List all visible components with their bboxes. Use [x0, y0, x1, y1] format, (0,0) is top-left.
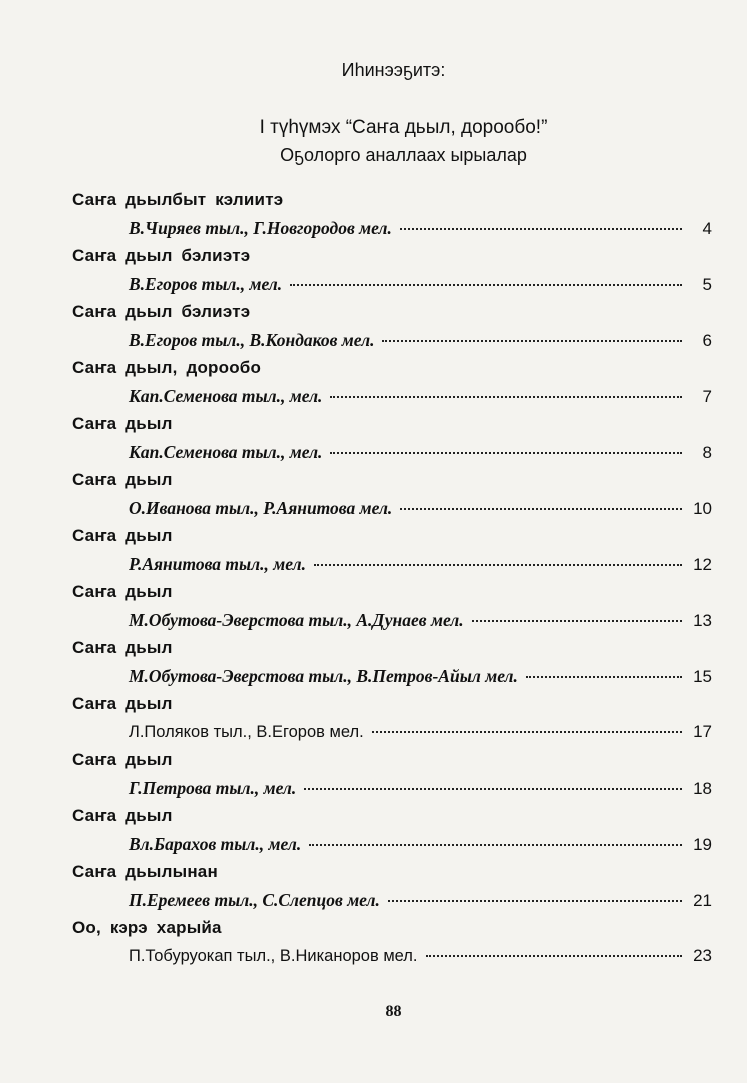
page-ref: 18: [693, 779, 712, 798]
song-title: Саҥа дьыл: [72, 750, 173, 769]
song-credits: П.Тобуруокап тыл., В.Никаноров мел.: [129, 947, 418, 965]
dot-leader: [526, 676, 682, 678]
section-heading: I түһүмэх “Саҥа дьыл, дорообо!”: [259, 117, 548, 138]
song-title: Саҥа дьыл бэлиэтэ: [72, 302, 251, 321]
toc-entry: [72, 582, 712, 638]
song-credits: В.Чиряев тыл., Г.Новгородов мел.: [129, 218, 392, 238]
page-ref: 17: [693, 722, 712, 741]
credit-line: [129, 722, 712, 742]
toc-entry: [72, 750, 712, 806]
page-ref: 5: [702, 275, 712, 294]
credit-line: [129, 274, 712, 295]
dot-leader: [426, 955, 682, 957]
song-credits: Вл.Барахов тыл., мел.: [129, 834, 302, 854]
dot-leader: [472, 620, 682, 622]
dot-leader: [309, 844, 682, 846]
credit-line: [129, 946, 712, 966]
page-ref: 7: [702, 387, 712, 406]
credit-line: [129, 554, 712, 575]
toc-entry: [72, 302, 712, 358]
song-title: Саҥа дьыл: [72, 470, 173, 489]
table-of-contents: [72, 190, 712, 974]
page-ref: 12: [693, 555, 712, 574]
toc-entry: [72, 862, 712, 918]
page-ref: 6: [702, 331, 712, 350]
dot-leader: [290, 284, 682, 286]
song-title: Саҥа дьыл: [72, 414, 173, 433]
dot-leader: [382, 340, 682, 342]
credit-line: [129, 330, 712, 351]
page-ref: 8: [702, 443, 712, 462]
toc-entry: [72, 470, 712, 526]
credit-line: [129, 218, 712, 239]
section-subheading: Оҕолорго аналлаах ырыалар: [280, 145, 527, 165]
dot-leader: [388, 900, 682, 902]
song-credits: Г.Петрова тыл., мел.: [129, 778, 297, 798]
toc-entry: [72, 246, 712, 302]
song-credits: В.Егоров тыл., В.Кондаков мел.: [129, 330, 375, 350]
song-credits: О.Иванова тыл., Р.Аянитова мел.: [129, 498, 393, 518]
song-title: Саҥа дьылбыт кэлиитэ: [72, 190, 284, 209]
toc-entry: [72, 638, 712, 694]
song-credits: П.Еремеев тыл., С.Слепцов мел.: [129, 890, 380, 910]
song-title: Саҥа дьыл: [72, 694, 173, 713]
contents-heading: Иһинээҕитэ:: [341, 60, 446, 80]
song-title: Оо, кэрэ харыйа: [72, 918, 222, 937]
song-title: Саҥа дьыл: [72, 638, 173, 657]
song-title: Саҥа дьыл: [72, 806, 173, 825]
song-credits: Р.Аянитова тыл., мел.: [129, 554, 306, 574]
page-ref: 13: [693, 611, 712, 630]
song-credits: Л.Поляков тыл., В.Егоров мел.: [129, 723, 364, 741]
credit-line: [129, 666, 712, 687]
toc-entry: [72, 806, 712, 862]
credit-line: [129, 386, 712, 407]
dot-leader: [372, 731, 682, 733]
toc-entry: [72, 526, 712, 582]
song-title: Саҥа дьыл, дорообо: [72, 358, 262, 377]
song-title: Саҥа дьыл бэлиэтэ: [72, 246, 251, 265]
song-credits: В.Егоров тыл., мел.: [129, 274, 283, 294]
song-credits: Кап.Семенова тыл., мел.: [129, 386, 323, 406]
song-credits: М.Обутова-Эверстова тыл., А.Дунаев мел.: [129, 610, 464, 630]
song-credits: М.Обутова-Эверстова тыл., В.Петров-Айыл мел.: [129, 666, 518, 686]
page-number: 88: [385, 1003, 402, 1020]
page-ref: 19: [693, 835, 712, 854]
page-ref: 15: [693, 667, 712, 686]
toc-entry: [72, 414, 712, 470]
dot-leader: [304, 788, 682, 790]
dot-leader: [330, 396, 682, 398]
song-credits: Кап.Семенова тыл., мел.: [129, 442, 323, 462]
song-title: Саҥа дьыл: [72, 582, 173, 601]
page-ref: 4: [702, 219, 712, 238]
toc-entry: [72, 694, 712, 750]
page-ref: 21: [693, 891, 712, 910]
toc-entry: [72, 190, 712, 246]
credit-line: [129, 498, 712, 519]
page-ref: 23: [693, 946, 712, 965]
dot-leader: [400, 228, 682, 230]
credit-line: [129, 890, 712, 911]
song-title: Саҥа дьыл: [72, 526, 173, 545]
dot-leader: [400, 508, 682, 510]
toc-entry: [72, 358, 712, 414]
credit-line: [129, 778, 712, 799]
toc-entry: [72, 918, 712, 974]
credit-line: [129, 834, 712, 855]
page-ref: 10: [693, 499, 712, 518]
credit-line: [129, 442, 712, 463]
credit-line: [129, 610, 712, 631]
dot-leader: [314, 564, 682, 566]
dot-leader: [330, 452, 682, 454]
song-title: Саҥа дьылынан: [72, 862, 218, 881]
